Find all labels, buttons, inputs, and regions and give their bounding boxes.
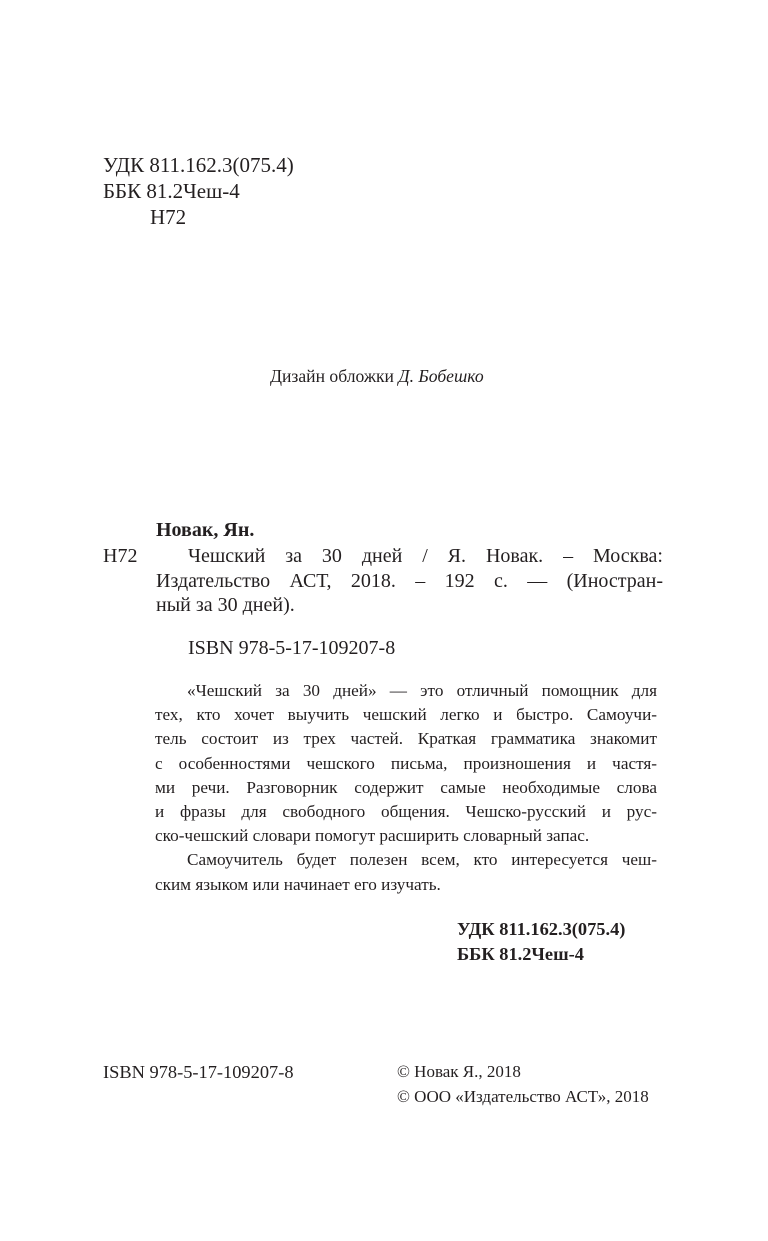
classification-codes-bottom (457, 917, 625, 967)
description-line: Чешский за 30 дней / Я. Новак. – Москва: (188, 545, 663, 567)
copyright-block (397, 1060, 649, 1109)
author-name: Новак, Ян. (156, 519, 255, 541)
annotation (155, 679, 657, 897)
annotation-line: ми речи. Разговорник содержит самые необходимые слова (155, 777, 657, 797)
bibliographic-description (156, 544, 663, 618)
annotation-line: ско-чешский словари помогут расширить словарный запас. (155, 826, 590, 846)
annotation-line: с особенностями чешского письма, произношения и частя- (155, 753, 657, 773)
isbn-main: ISBN 978-5-17-109207-8 (188, 637, 396, 659)
annotation-line: тех, кто хочет выучить чешский легко и быстро. Самоучи- (155, 705, 657, 725)
udk-code: УДК 811.162.3(075.4) (457, 919, 626, 939)
copyright-publisher: © ООО «Издательство АСТ», 2018 (397, 1086, 649, 1106)
author-mark-code: Н72 (103, 545, 138, 567)
description-line: Издательство АСТ, 2018. – 192 с. — (Иностран- (156, 569, 663, 592)
cover-designer-name: Д. Бобешко (398, 366, 484, 386)
annotation-line: ским языком или начинает его изучать. (155, 874, 441, 894)
classification-codes-top (103, 152, 294, 230)
annotation-line: и фразы для свободного общения. Чешско-русский и рус- (155, 802, 657, 822)
annotation-line: «Чешский за 30 дней» — это отличный помощник для (187, 681, 657, 700)
udk-code: УДК 811.162.3(075.4) (103, 153, 294, 177)
copyright-author: © Новак Я., 2018 (397, 1062, 521, 1081)
cover-design-credit (270, 366, 484, 387)
bbk-code: ББК 81.2Чеш-4 (457, 944, 584, 964)
author-mark: Н72 (150, 205, 187, 229)
description-line: ный за 30 дней). (156, 594, 295, 617)
cover-design-label: Дизайн обложки (270, 366, 394, 386)
isbn-footer: ISBN 978-5-17-109207-8 (103, 1062, 294, 1082)
bbk-code: ББК 81.2Чеш-4 (103, 179, 240, 203)
annotation-line: тель состоит из трех частей. Краткая грамматика знакомит (155, 729, 657, 749)
annotation-line: Самоучитель будет полезен всем, кто интересуется чеш- (187, 850, 657, 870)
